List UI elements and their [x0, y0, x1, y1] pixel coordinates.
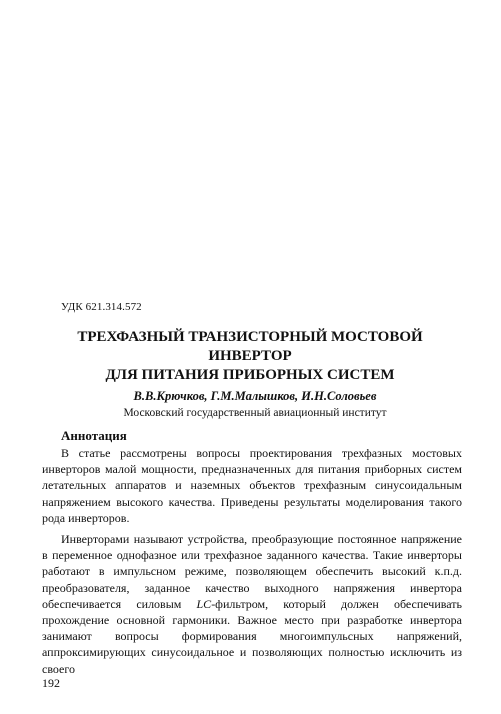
- page-number: 192: [42, 676, 60, 690]
- article-title: [50, 328, 450, 385]
- abstract-body: [42, 445, 462, 526]
- title-line-1: ТРЕХФАЗНЫЙ ТРАНЗИСТОРНЫЙ МОСТОВОЙ ИНВЕРТОР: [77, 329, 423, 364]
- main-text-part-2: -фильтром, который должен обеспечивать прохождение основной гармоники. Важное место при разработке инвертора занимают вопросы формирования многоимпульсных напряжений, аппроксимирующих синусоидальное и позволяющих полностью исключить из своего: [42, 596, 462, 676]
- udk-code: УДК 621.314.572: [61, 301, 142, 313]
- institution: Московский государственный авиационный институт: [123, 407, 387, 419]
- authors: В.В.Крючков, Г.М.Малышков, И.Н.Соловьев: [133, 389, 377, 403]
- main-body: [42, 531, 462, 677]
- main-text-part-1: Инверторами называют устройства, преобразующие постоянное напряжение в переменное однофазное или трехфазное заданного качества. Такие инверторы работают в импульсном режиме, позволяющем обеспечить высокий к.п.д. преобразователя, заданное качество выходного напряжения инвертора обеспечивается силовым: [42, 532, 462, 611]
- title-line-2: ДЛЯ ПИТАНИЯ ПРИБОРНЫХ СИСТЕМ: [105, 367, 395, 383]
- lc-filter-symbol: LC: [196, 596, 212, 611]
- main-paragraph: [42, 531, 462, 677]
- abstract-paragraph: В статье рассмотрены вопросы проектирования трехфазных мостовых инверторов малой мощности, предназначенных для питания приборных систем летательных аппаратов и наземных объектов трехфазным синусоидальным напряжением высокого качества. Приведены результаты моделирования такого рода инверторов.: [42, 446, 462, 525]
- abstract-heading: Аннотация: [61, 428, 127, 443]
